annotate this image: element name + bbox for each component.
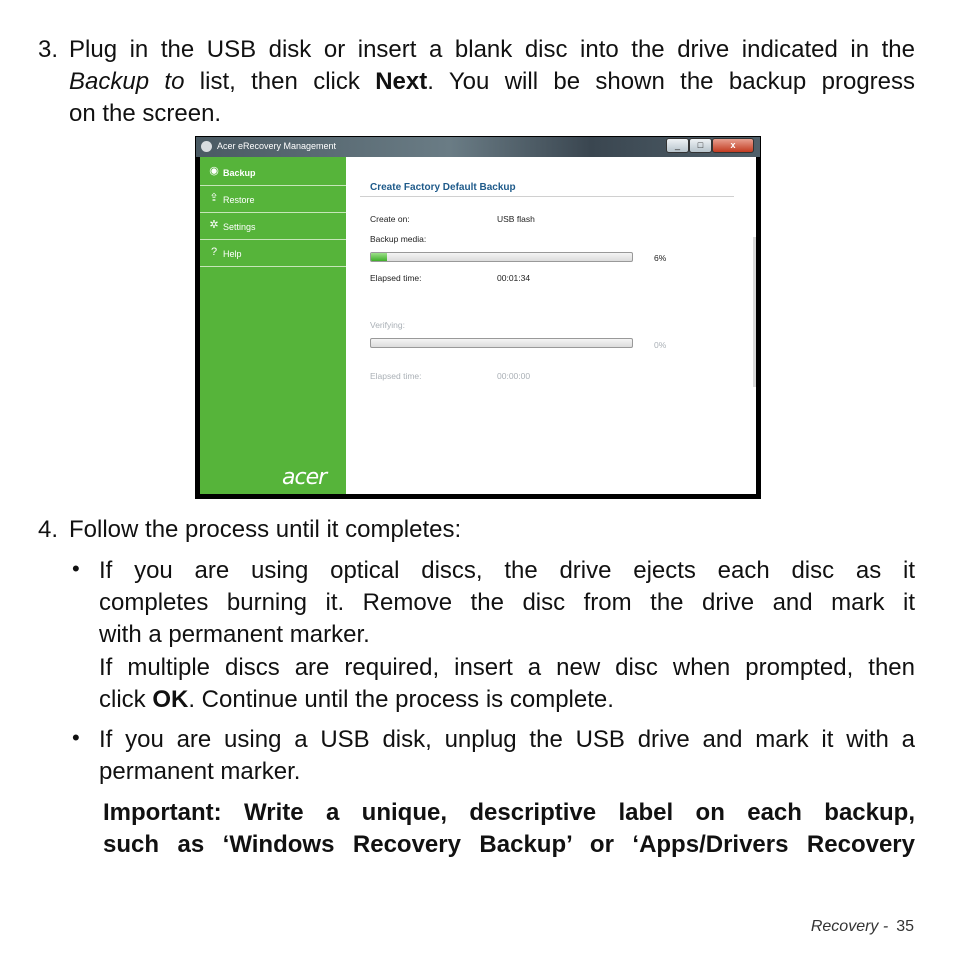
- backup-progress-bar: [370, 252, 633, 262]
- erecovery-screenshot: [195, 136, 761, 499]
- verify-progress-text: 0%: [654, 340, 667, 350]
- bullet-1-line-4: If multiple discs are required, insert a new disc when prompted, then: [99, 654, 915, 681]
- bullet-1-line-3: with a permanent marker.: [99, 621, 370, 648]
- sidebar-item-help[interactable]: [200, 241, 346, 267]
- heading-divider: [360, 196, 734, 197]
- bullet-mark: •: [72, 725, 80, 750]
- bullet-1-line-2: completes burning it. Remove the disc from the drive and mark it: [99, 589, 915, 616]
- sidebar-item-restore[interactable]: [200, 187, 346, 213]
- step-3-line-1: Plug in the USB disk or insert a blank disc into the drive indicated in the: [69, 36, 915, 63]
- backup-panel: [346, 157, 756, 494]
- step-3-number: 3.: [38, 36, 59, 63]
- window-title: Acer eRecovery Management: [217, 141, 337, 151]
- step-3-line-2: [69, 66, 915, 98]
- window-controls: [666, 138, 754, 153]
- bullet-2-text: [99, 724, 915, 788]
- panel-heading: Create Factory Default Backup: [370, 182, 516, 193]
- bullet-1-text: [99, 555, 915, 651]
- app-icon: [201, 141, 212, 152]
- minimize-button[interactable]: _: [666, 138, 689, 153]
- bullet-mark: •: [72, 556, 80, 581]
- footer-section: Recovery -: [810, 918, 889, 935]
- backup-media-label: Backup media:: [370, 234, 427, 244]
- verifying-label: Verifying:: [370, 320, 405, 330]
- step-4-number: 4.: [38, 516, 59, 543]
- scrollbar[interactable]: [753, 237, 756, 387]
- sidebar-item-label: Help: [223, 249, 242, 259]
- step-3-line-3: on the screen.: [69, 100, 222, 127]
- bullet-1-line-1: If you are using optical discs, the drive ejects each disc as it: [99, 557, 915, 584]
- sidebar-item-label: Restore: [223, 195, 255, 205]
- create-on-value: USB flash: [497, 214, 535, 224]
- gear-icon: ✲: [209, 219, 219, 231]
- sidebar-item-backup[interactable]: [200, 160, 346, 186]
- sidebar: [200, 157, 346, 494]
- step-4-text: Follow the process until it completes:: [69, 516, 462, 543]
- create-on-label: Create on:: [370, 214, 410, 224]
- upload-icon: ⇪: [209, 192, 219, 204]
- verify-elapsed-value: 00:00:00: [497, 371, 531, 381]
- sidebar-item-label: Settings: [223, 222, 256, 232]
- step-3-line-2-c: . You will be shown the backup progress: [427, 68, 915, 95]
- important-note: [103, 797, 915, 861]
- sidebar-item-settings[interactable]: [200, 214, 346, 240]
- important-line-2: such as ‘Windows Recovery Backup’ or ‘Apps/Drivers Recovery: [103, 831, 915, 858]
- page-number: 35: [896, 918, 914, 935]
- bullet-1-line-5-c: . Continue until the process is complete.: [188, 686, 614, 713]
- window-titlebar: [196, 137, 760, 157]
- ok-term: OK: [152, 686, 189, 713]
- question-icon: ?: [210, 246, 218, 258]
- sidebar-item-label: Backup: [223, 168, 256, 178]
- bullet-1-line-5: [99, 684, 915, 716]
- backup-progress-text: 6%: [654, 253, 667, 263]
- acer-logo: acer: [282, 465, 327, 490]
- verify-progress-bar: [370, 338, 633, 348]
- maximize-button[interactable]: □: [689, 138, 712, 153]
- close-button[interactable]: x: [712, 138, 754, 153]
- elapsed-time-value: 00:01:34: [497, 273, 531, 283]
- page-footer: [811, 918, 914, 936]
- step-3-line-2-a: list, then click: [184, 68, 376, 95]
- bullet-1-text-2: [99, 652, 915, 716]
- bullet-1-line-5-a: click: [99, 686, 153, 713]
- backup-progress-fill: [371, 253, 387, 261]
- bullet-2-line-1: If you are using a USB disk, unplug the USB drive and mark it with a: [99, 726, 915, 753]
- important-line-1: Important: Write a unique, descriptive label on each backup,: [103, 799, 915, 826]
- disc-icon: ◉: [209, 165, 219, 177]
- elapsed-time-label: Elapsed time:: [370, 273, 422, 283]
- backup-to-term: Backup to: [69, 68, 185, 95]
- next-term: Next: [375, 68, 428, 95]
- step-3-text: [69, 34, 915, 130]
- bullet-2-line-2: permanent marker.: [99, 758, 301, 785]
- verify-elapsed-label: Elapsed time:: [370, 371, 422, 381]
